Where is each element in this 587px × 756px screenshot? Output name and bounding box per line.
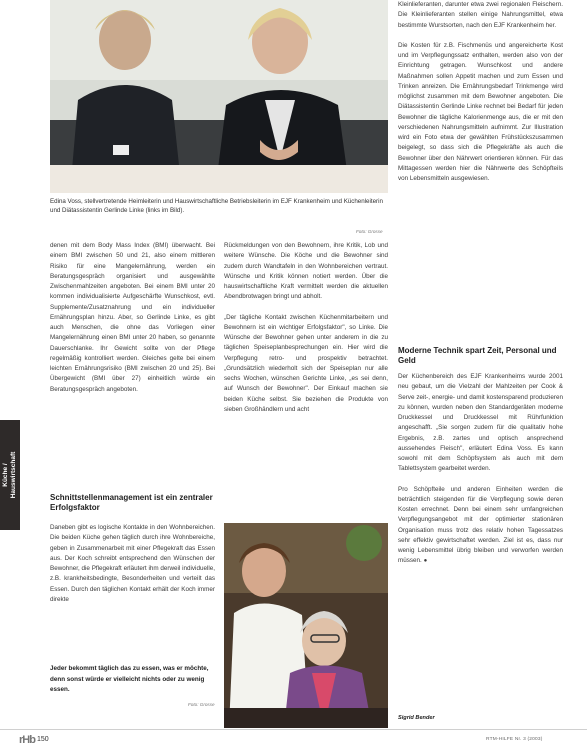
column-c-continued bbox=[398, 372, 563, 567]
column-a-body bbox=[50, 241, 215, 395]
section-heading-interfaces: Schnittstellenmanagement ist ein zentraler Erfolgsfaktor bbox=[50, 493, 213, 512]
paragraph: „Der tägliche Kontakt zwischen Küchenmitarbeitern und Bewohnern ist ein wichtiger Erfolgsfaktor", so Linke. Die Wünsche der Bewohner gehen unter anderem in die zu täglichen Speiseplanbesprechungen ein. Hier wird die Verpflegung retro- und prospektiv betrachtet. „Grundsätzlich wiederholt sich der Speiseplan nur alle sechs Wochen, wünschen Gerichte Linke, „es sei denn, auf Wunsch der Bewohner". Der Einkauf machen sie beiden Küche selbst. Sie beziehen die Produkte von sieben Großhändlern und acht bbox=[224, 313, 388, 413]
side-tab-line2: Hauswirtschaft bbox=[10, 451, 17, 499]
paragraph: Kleinlieferanten, darunter etwa zwei regionalen Fleischern. Die Kleinlieferanten stellen einige Nahrungsmittel, etwa bestimmte Wurstsorten, nach den EJF Krankenheim her. bbox=[398, 1, 563, 29]
photo-caption: Edina Voss, stellvertretende Heimleiterin und Hauswirtschaftliche Betriebsleiterin im EJF Krankenheim und Küchenleiterin und Diätassistentin Gerlinde Linke (links im Bild). bbox=[50, 198, 383, 214]
paragraph bbox=[398, 485, 563, 567]
section-heading-technology: Moderne Technik spart Zeit, Personal und Geld bbox=[398, 346, 557, 365]
pull-quote: Jeder bekommt täglich das zu essen, was er möchte, denn sonst würde er vielleicht nichts oder zu wenig essen. bbox=[50, 665, 209, 693]
photo-residents bbox=[224, 523, 388, 728]
column-c-body bbox=[398, 0, 563, 184]
photo-staff bbox=[50, 0, 388, 193]
paragraph: Rückmeldungen von den Bewohnern, ihre Kritik, Lob und weitere Wünsche. Die Köche und die Bewohner sind zudem durch Wandtafeln in den Wohnbereichen vertraut. Wünsche und Kritik können notiert werden. Über die hauswirtschaftliche Kraft vermittelt werden die aktuellen Abendbrotwagen bringt und abholt. bbox=[224, 242, 388, 301]
paragraph: Daneben gibt es logische Kontakte in den Wohnbereichen. Die beiden Küche gehen täglich durch ihre Wohnbereiche, geben in Zusammenarbeit mit einer Pflegekraft das Essen aus. Der Koch schreibt entsprechend den Wünschen der Bewohner, die Pflegekraft erläutert ihm derweil individuelle, z.B. krankheitsbedingte, Besonderheiten und verteilt das Essen. Durch den täglichen Kontakt erhält der Koch immer direkte bbox=[50, 524, 215, 603]
column-b-body bbox=[224, 241, 388, 415]
page-number: 150 bbox=[37, 736, 49, 743]
paragraph: denen mit dem Body Mass Index (BMI) überwacht. Bei einem BMI zwischen 50 und 21, also einem mittleren Risiko für eine Mangelernährung, werden ein Beratungsgespräch organisiert und ausgewählte Zwischenmahlzeiten angeboten. Bei einem BMI unter 20 kommen individualisierte Aufgeschärfte Wunschkost, evtl. Supplemente/Zusatznahrung und ein individueller Ernährungsplan hinzu. Aber, so Gerlinde Linke, es gibt auch Menschen, die ohne das Vorliegen einer Mangelernährung einen BMI unter 20 haben, so genannte Dauerschlanke. Ihr Gewicht sollte von der Pflege regelmäßig kontrolliert werden. Gleiches gelte bei einem leichten Ernährungsrisiko (BMI zwischen 20 und 25). Bei Übergewicht (BMI über 27) einheitlich würde ein Beratungsgespräch angeboten. bbox=[50, 242, 215, 393]
footer-divider bbox=[0, 729, 587, 730]
column-a-continued bbox=[50, 523, 215, 605]
author-name: Sigrid Bender bbox=[398, 715, 435, 721]
photo-credit-bottom: Foto: Grosse bbox=[188, 702, 215, 707]
photo-credit: Foto: Grosse bbox=[356, 229, 383, 234]
paragraph: Der Küchenbereich des EJF Krankenheims wurde 2001 neu gebaut, um die Vielzahl der Mahlzeiten per Cook & Serve zeit-, energie- und damit kostensparend produzieren zu können, wurden neben den Standardgeräten moderne Druckkessel und Druckkessel mit Rührfunktion angeschafft. „Sie sorgen zudem für die qualitativ hohe Ergebnis, z.B. zartes und optisch ansprechend aussehendes Fleisch", erläutert Edina Voss. Es kann sowohl mit dem Schöpfsystem als auch mit dem Tablettsystem gearbeitet werden. bbox=[398, 373, 563, 473]
side-tab-line1: Küche / bbox=[2, 463, 9, 487]
paragraph-text: Pro Schöpfteile und anderen Einheiten werden die beträchtlich steigenden für die Verpflegung sowie deren Kosten errechnet. Denn bei einem sehr umfangreichen Verpflegungsangebot mit der optimierter stationären Organisation muss trotz des relativ hohen Tagessatzes sehr effektiv gewirtschaftet werden. Ziel ist es, dass nur wenig Lebensmittel übrig bleiben und verworfen werden müssen. bbox=[398, 485, 563, 565]
publisher-logo: rHb bbox=[19, 734, 35, 746]
paragraph: Die Kosten für z.B. Fischmenüs und angereicherte Kost und im Verpflegungssatz enthalten, werden also von der Einrichtung getragen. Wunschkost und andere Maßnahmen sollen Appetit machen und zum Essen und Trinken anreizen. Die Ernährungsbedarf Trinkmenge wird möglichst zusammen mit dem Bewohner angeboten. Die Diätassistentin Gerlinde Linke rechnet bei Bedarf für jeden Bewohner die tägliche Kalorienmenge aus, die er mit den verschiedenen Nahrungsmitteln aufnimmt. Zur Illustration wird ein Foto etwa der gewählten Frühstückszusammen beigelegt, so dass sich die Pflegekräfte als auch die Bewohner über den Nährwert orientieren können. Für das Mittagessen werden hier die Nährwerte des Schöpfteils von Lebensmitteln ausgewiesen. bbox=[398, 41, 563, 182]
side-tab-label bbox=[2, 452, 18, 499]
section-side-tab bbox=[0, 420, 20, 530]
journal-reference: RTM-HILFE Nr. 3 (2003) bbox=[486, 737, 543, 742]
end-mark-icon: ● bbox=[423, 558, 428, 565]
